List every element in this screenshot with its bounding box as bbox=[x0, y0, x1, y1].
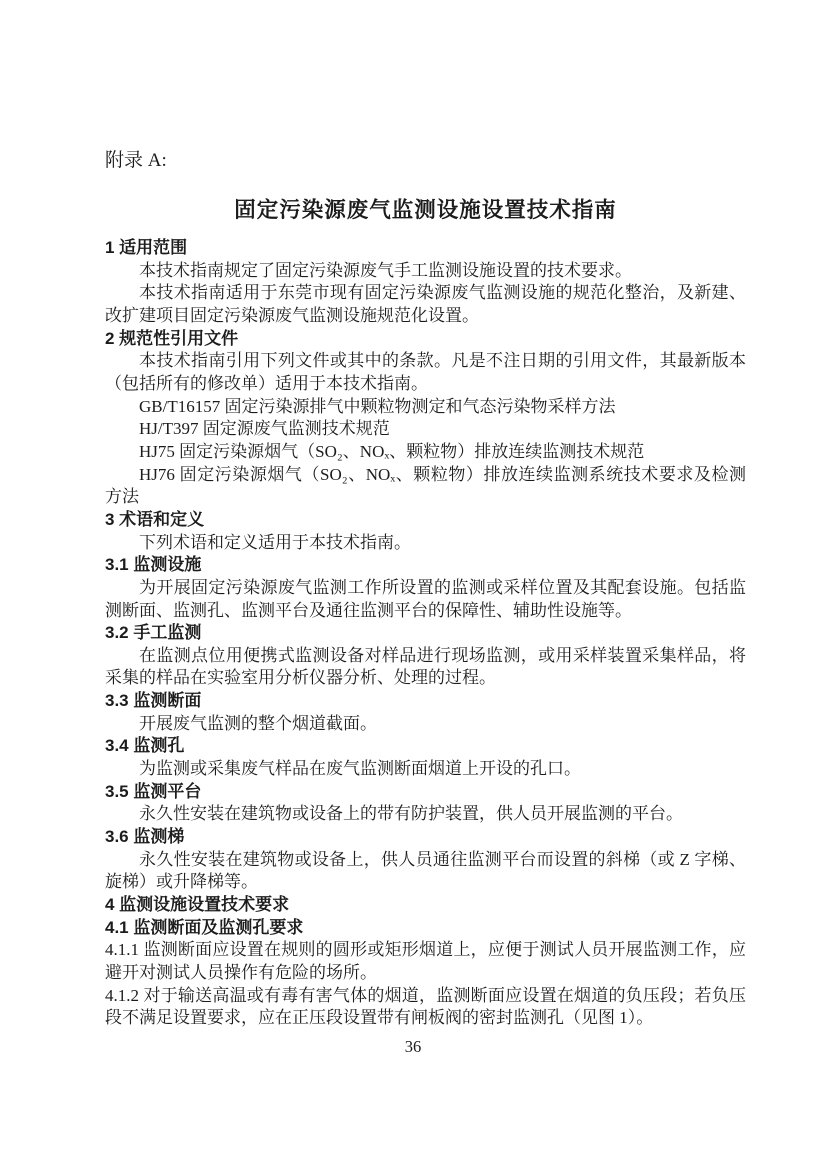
document-body bbox=[105, 237, 746, 1030]
para-clause-4-1-2: 4.1.2 对于输送高温或有毒有害气体的烟道，监测断面应设置在烟道的负压段；若负压段不满足设置要求，应在正压段设置带有闸板阀的密封监测孔（见图 1）。 bbox=[105, 985, 746, 1028]
heading-section-3: 3 术语和定义 bbox=[105, 509, 205, 529]
heading-section-3-5: 3.5 监测平台 bbox=[105, 781, 202, 801]
para-reference-gbt16157: GB/T16157 固定污染源排气中颗粒物测定和气态污染物采样方法 bbox=[139, 396, 616, 416]
page-number: 36 bbox=[404, 1037, 422, 1056]
para-definition-3-1: 为开展固定污染源废气监测工作所设置的监测或采样位置及其配套设施。包括监测断面、监测孔、监测平台及通往监测平台的保障性、辅助性设施等。 bbox=[105, 577, 746, 620]
heading-section-3-6: 3.6 监测梯 bbox=[105, 827, 185, 847]
heading-section-1: 1 适用范围 bbox=[105, 238, 188, 257]
para-reference-hj75: HJ75 固定污染源烟气（SO₂、NOₓ、颗粒物）排放连续监测技术规范 bbox=[139, 441, 645, 461]
para-reference-hjt397: HJ/T397 固定源废气监测技术规范 bbox=[139, 419, 390, 439]
para-scope-2: 本技术指南适用于东莞市现有固定污染源废气监测设施的规范化整治，及新建、改扩建项目固定污染源废气监测设施规范化设置。 bbox=[105, 283, 746, 325]
para-references-intro: 本技术指南引用下列文件或其中的条款。凡是不注日期的引用文件，其最新版本（包括所有的修改单）适用于本技术指南。 bbox=[105, 351, 746, 393]
para-clause-4-1-1: 4.1.1 监测断面应设置在规则的圆形或矩形烟道上，应便于测试人员开展监测工作，应避开对测试人员操作有危险的场所。 bbox=[105, 940, 746, 982]
heading-section-3-1: 3.1 监测设施 bbox=[105, 555, 202, 575]
para-terms-intro: 下列术语和定义适用于本技术指南。 bbox=[139, 532, 411, 552]
heading-section-4: 4 监测设施设置技术要求 bbox=[105, 895, 290, 915]
heading-section-2: 2 规范性引用文件 bbox=[105, 328, 239, 348]
para-definition-3-3: 开展废气监测的整个烟道截面。 bbox=[139, 713, 377, 733]
para-reference-hj76: HJ76 固定污染源烟气（SO₂、NOₓ、颗粒物）排放连续监测系统技术要求及检测方法 bbox=[105, 464, 746, 507]
appendix-label: 附录 A: bbox=[105, 150, 167, 171]
para-definition-3-6: 永久性安装在建筑物或设备上，供人员通往监测平台而设置的斜梯（或 Z 字梯、旋梯）或升降梯等。 bbox=[105, 849, 746, 892]
page-content bbox=[105, 147, 746, 1030]
heading-section-4-1: 4.1 监测断面及监测孔要求 bbox=[105, 917, 304, 937]
document-title: 固定污染源废气监测设施设置技术指南 bbox=[234, 198, 617, 222]
para-scope-1: 本技术指南规定了固定污染源废气手工监测设施设置的技术要求。 bbox=[139, 260, 632, 280]
heading-section-3-2: 3.2 手工监测 bbox=[105, 623, 202, 643]
heading-section-3-3: 3.3 监测断面 bbox=[105, 691, 202, 711]
heading-section-3-4: 3.4 监测孔 bbox=[105, 736, 185, 756]
para-definition-3-5: 永久性安装在建筑物或设备上的带有防护装置，供人员开展监测的平台。 bbox=[139, 804, 683, 824]
para-definition-3-4: 为监测或采集废气样品在废气监测断面烟道上开设的孔口。 bbox=[139, 759, 581, 779]
para-definition-3-2: 在监测点位用便携式监测设备对样品进行现场监测，或用采样装置采集样品，将采集的样品在实验室用分析仪器分析、处理的过程。 bbox=[105, 645, 746, 688]
